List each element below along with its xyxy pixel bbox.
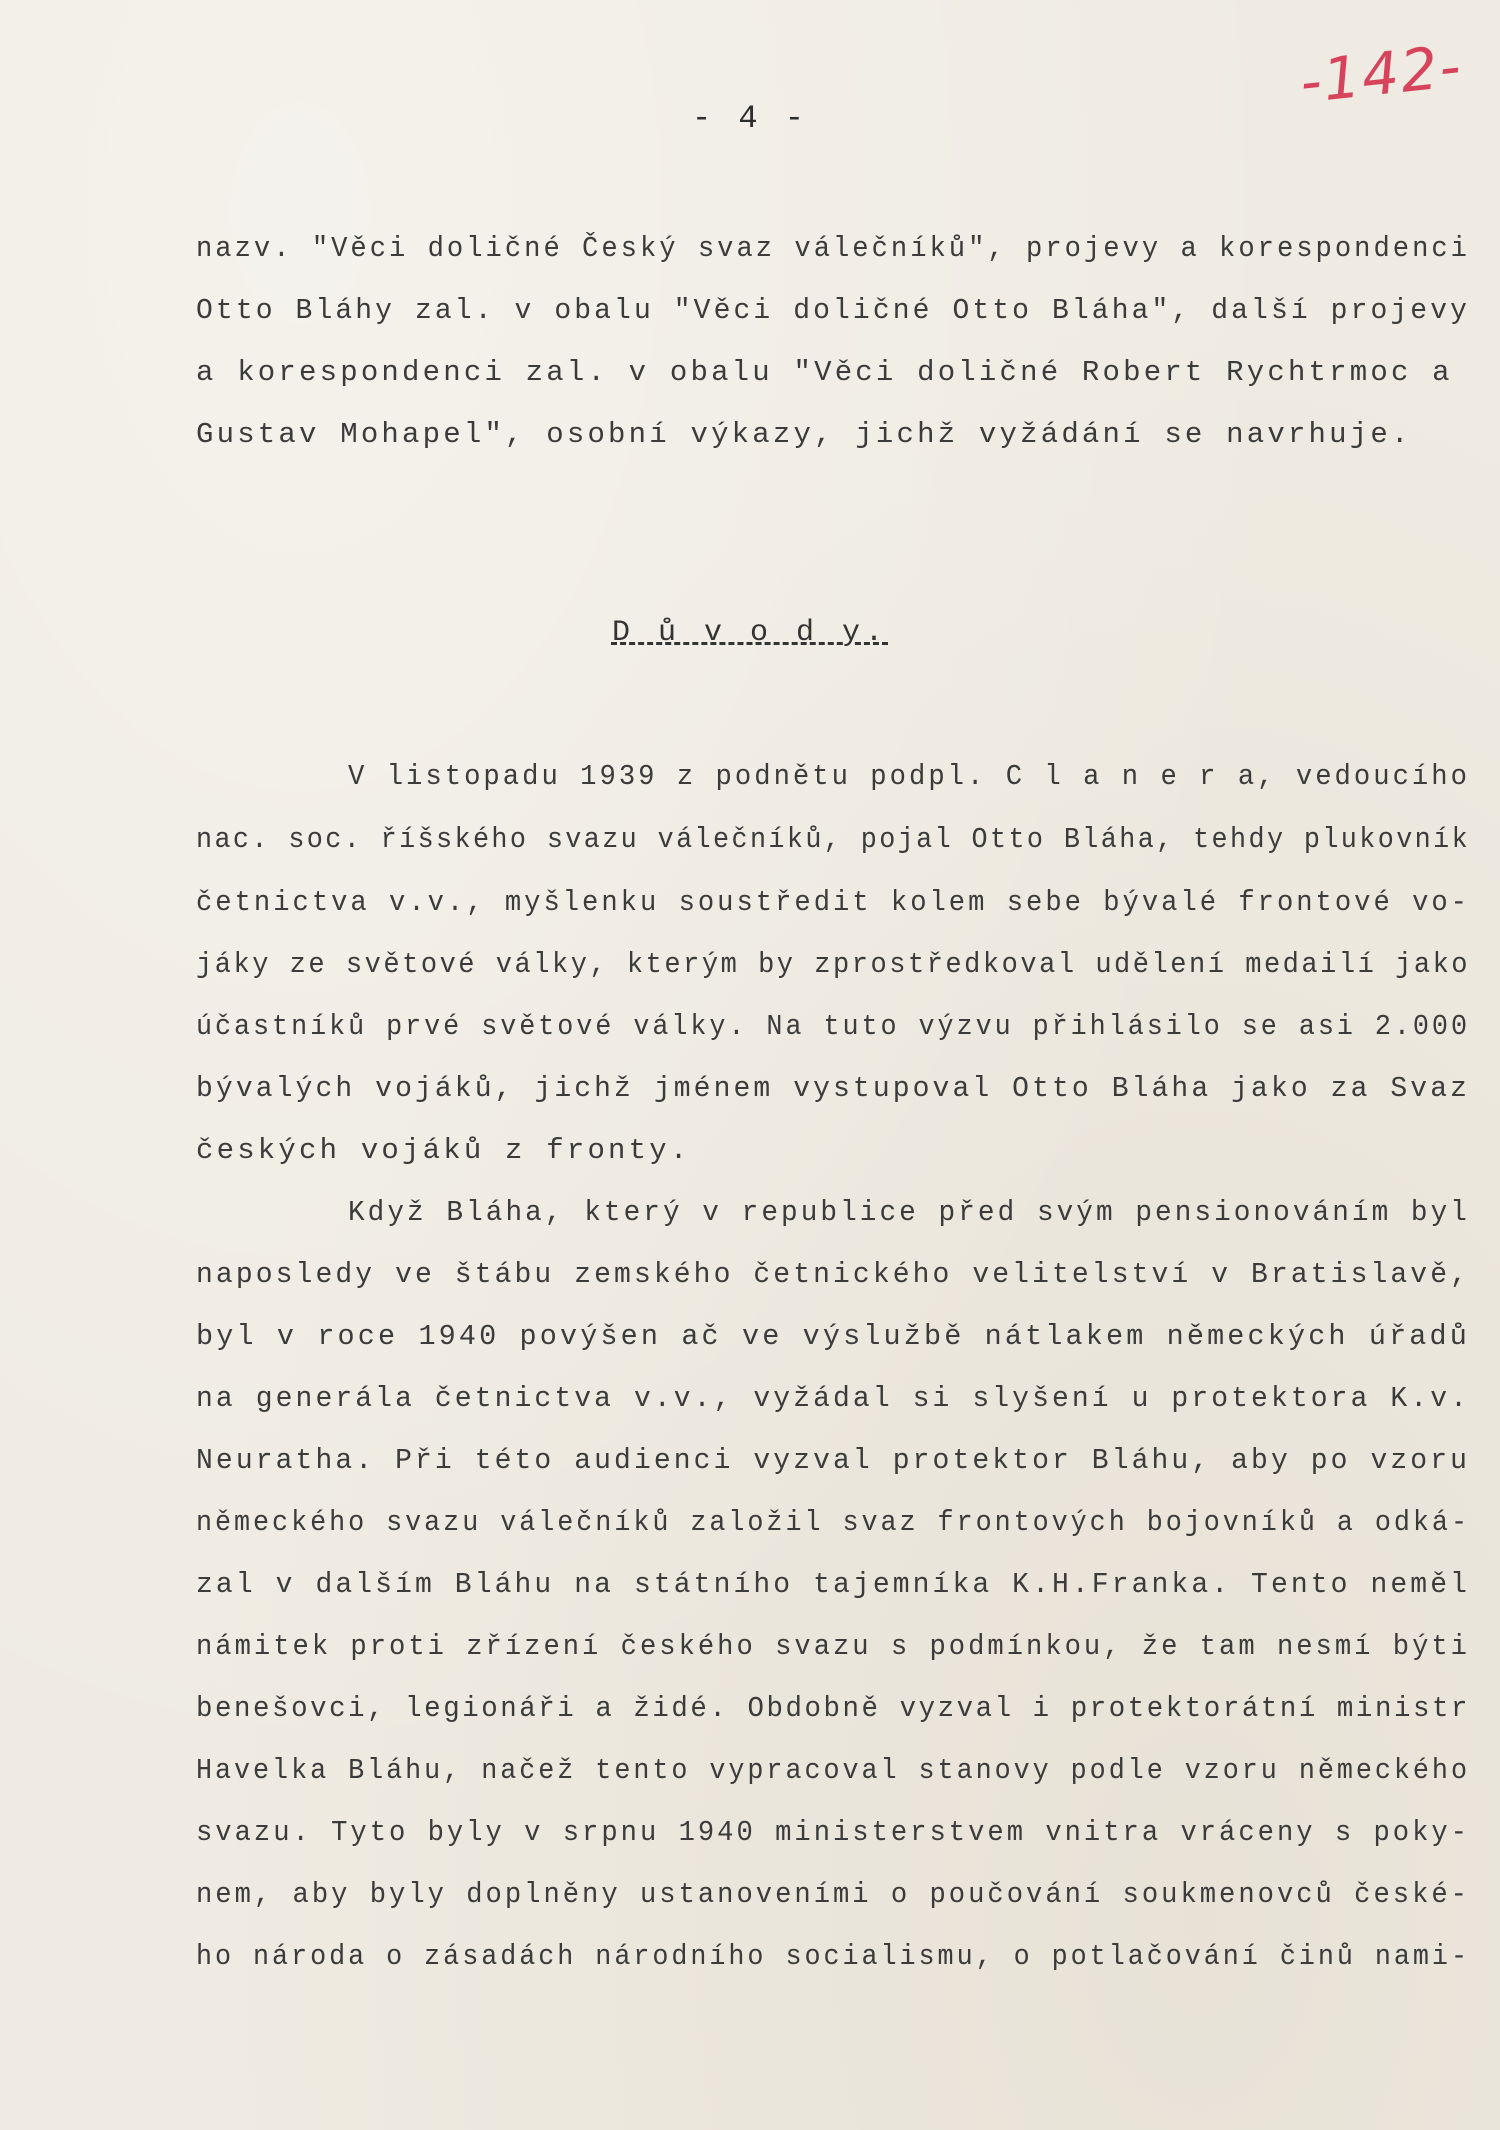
text-line: Gustav Mohapel", osobní výkazy, jichž vyžádání se navrhuje. [196, 418, 1412, 451]
text-line: svazu. Tyto byly v srpnu 1940 ministerstvem vnitra vráceny s poky- [196, 1816, 1470, 1849]
text-line: ho národa o zásadách národního socialismu, o potlačování činů nami- [196, 1940, 1470, 1973]
text-line: bývalých vojáků, jichž jménem vystupoval Otto Bláha jako za Svaz [196, 1072, 1471, 1105]
text-line: účastníků prvé světové války. Na tuto výzvu přihlásilo se asi 2.000 [196, 1010, 1470, 1043]
text-line: na generála četnictva v.v., vyžádal si slyšení u protektora K.v. [196, 1382, 1471, 1415]
text-line: českých vojáků z fronty. [196, 1134, 691, 1167]
section-heading: D ů v o d y. [611, 616, 889, 650]
text-line: Havelka Bláhu, načež tento vypracoval stanovy podle vzoru německého [196, 1754, 1470, 1787]
text-line: četnictva v.v., myšlenku soustředit kolem sebe bývalé frontové vo- [196, 886, 1470, 919]
text-line: V listopadu 1939 z podnětu podpl. C l a n e r a, vedoucího [348, 760, 1470, 793]
text-line: a korespondenci zal. v obalu "Věci doličné Robert Rychtrmoc a [196, 356, 1453, 389]
page-number: - 4 - [691, 100, 808, 137]
archive-number-handwritten: -142- [1296, 31, 1466, 117]
text-line: Když Bláha, který v republice před svým pensionováním byl [348, 1196, 1470, 1229]
text-line: naposledy ve štábu zemského četnického velitelství v Bratislavě, [196, 1258, 1471, 1291]
text-line: nazv. "Věci doličné Český svaz válečníků", projevy a korespondenci [196, 232, 1470, 265]
text-line: Otto Bláhy zal. v obalu "Věci doličné Otto Bláha", další projevy [196, 294, 1471, 327]
text-line: jáky ze světové války, kterým by zprostředkoval udělení medailí jako [196, 948, 1471, 981]
text-line: německého svazu válečníků založil svaz frontových bojovníků a odká- [196, 1506, 1470, 1539]
text-line: Neuratha. Při této audienci vyzval protektor Bláhu, aby po vzoru [196, 1444, 1471, 1477]
text-line: benešovci, legionáři a židé. Obdobně vyzval i protektorátní ministr [196, 1692, 1471, 1725]
text-line: námitek proti zřízení českého svazu s podmínkou, že tam nesmí býti [196, 1630, 1470, 1663]
text-line: nac. soc. říšského svazu válečníků, pojal Otto Bláha, tehdy plukovník [196, 823, 1471, 856]
text-line: zal v dalším Bláhu na státního tajemníka K.H.Franka. Tento neměl [196, 1568, 1471, 1601]
text-line: nem, aby byly doplněny ustanoveními o poučování soukmenovců české- [196, 1878, 1470, 1911]
text-line: byl v roce 1940 povýšen ač ve výslužbě nátlakem německých úřadů [196, 1320, 1470, 1353]
